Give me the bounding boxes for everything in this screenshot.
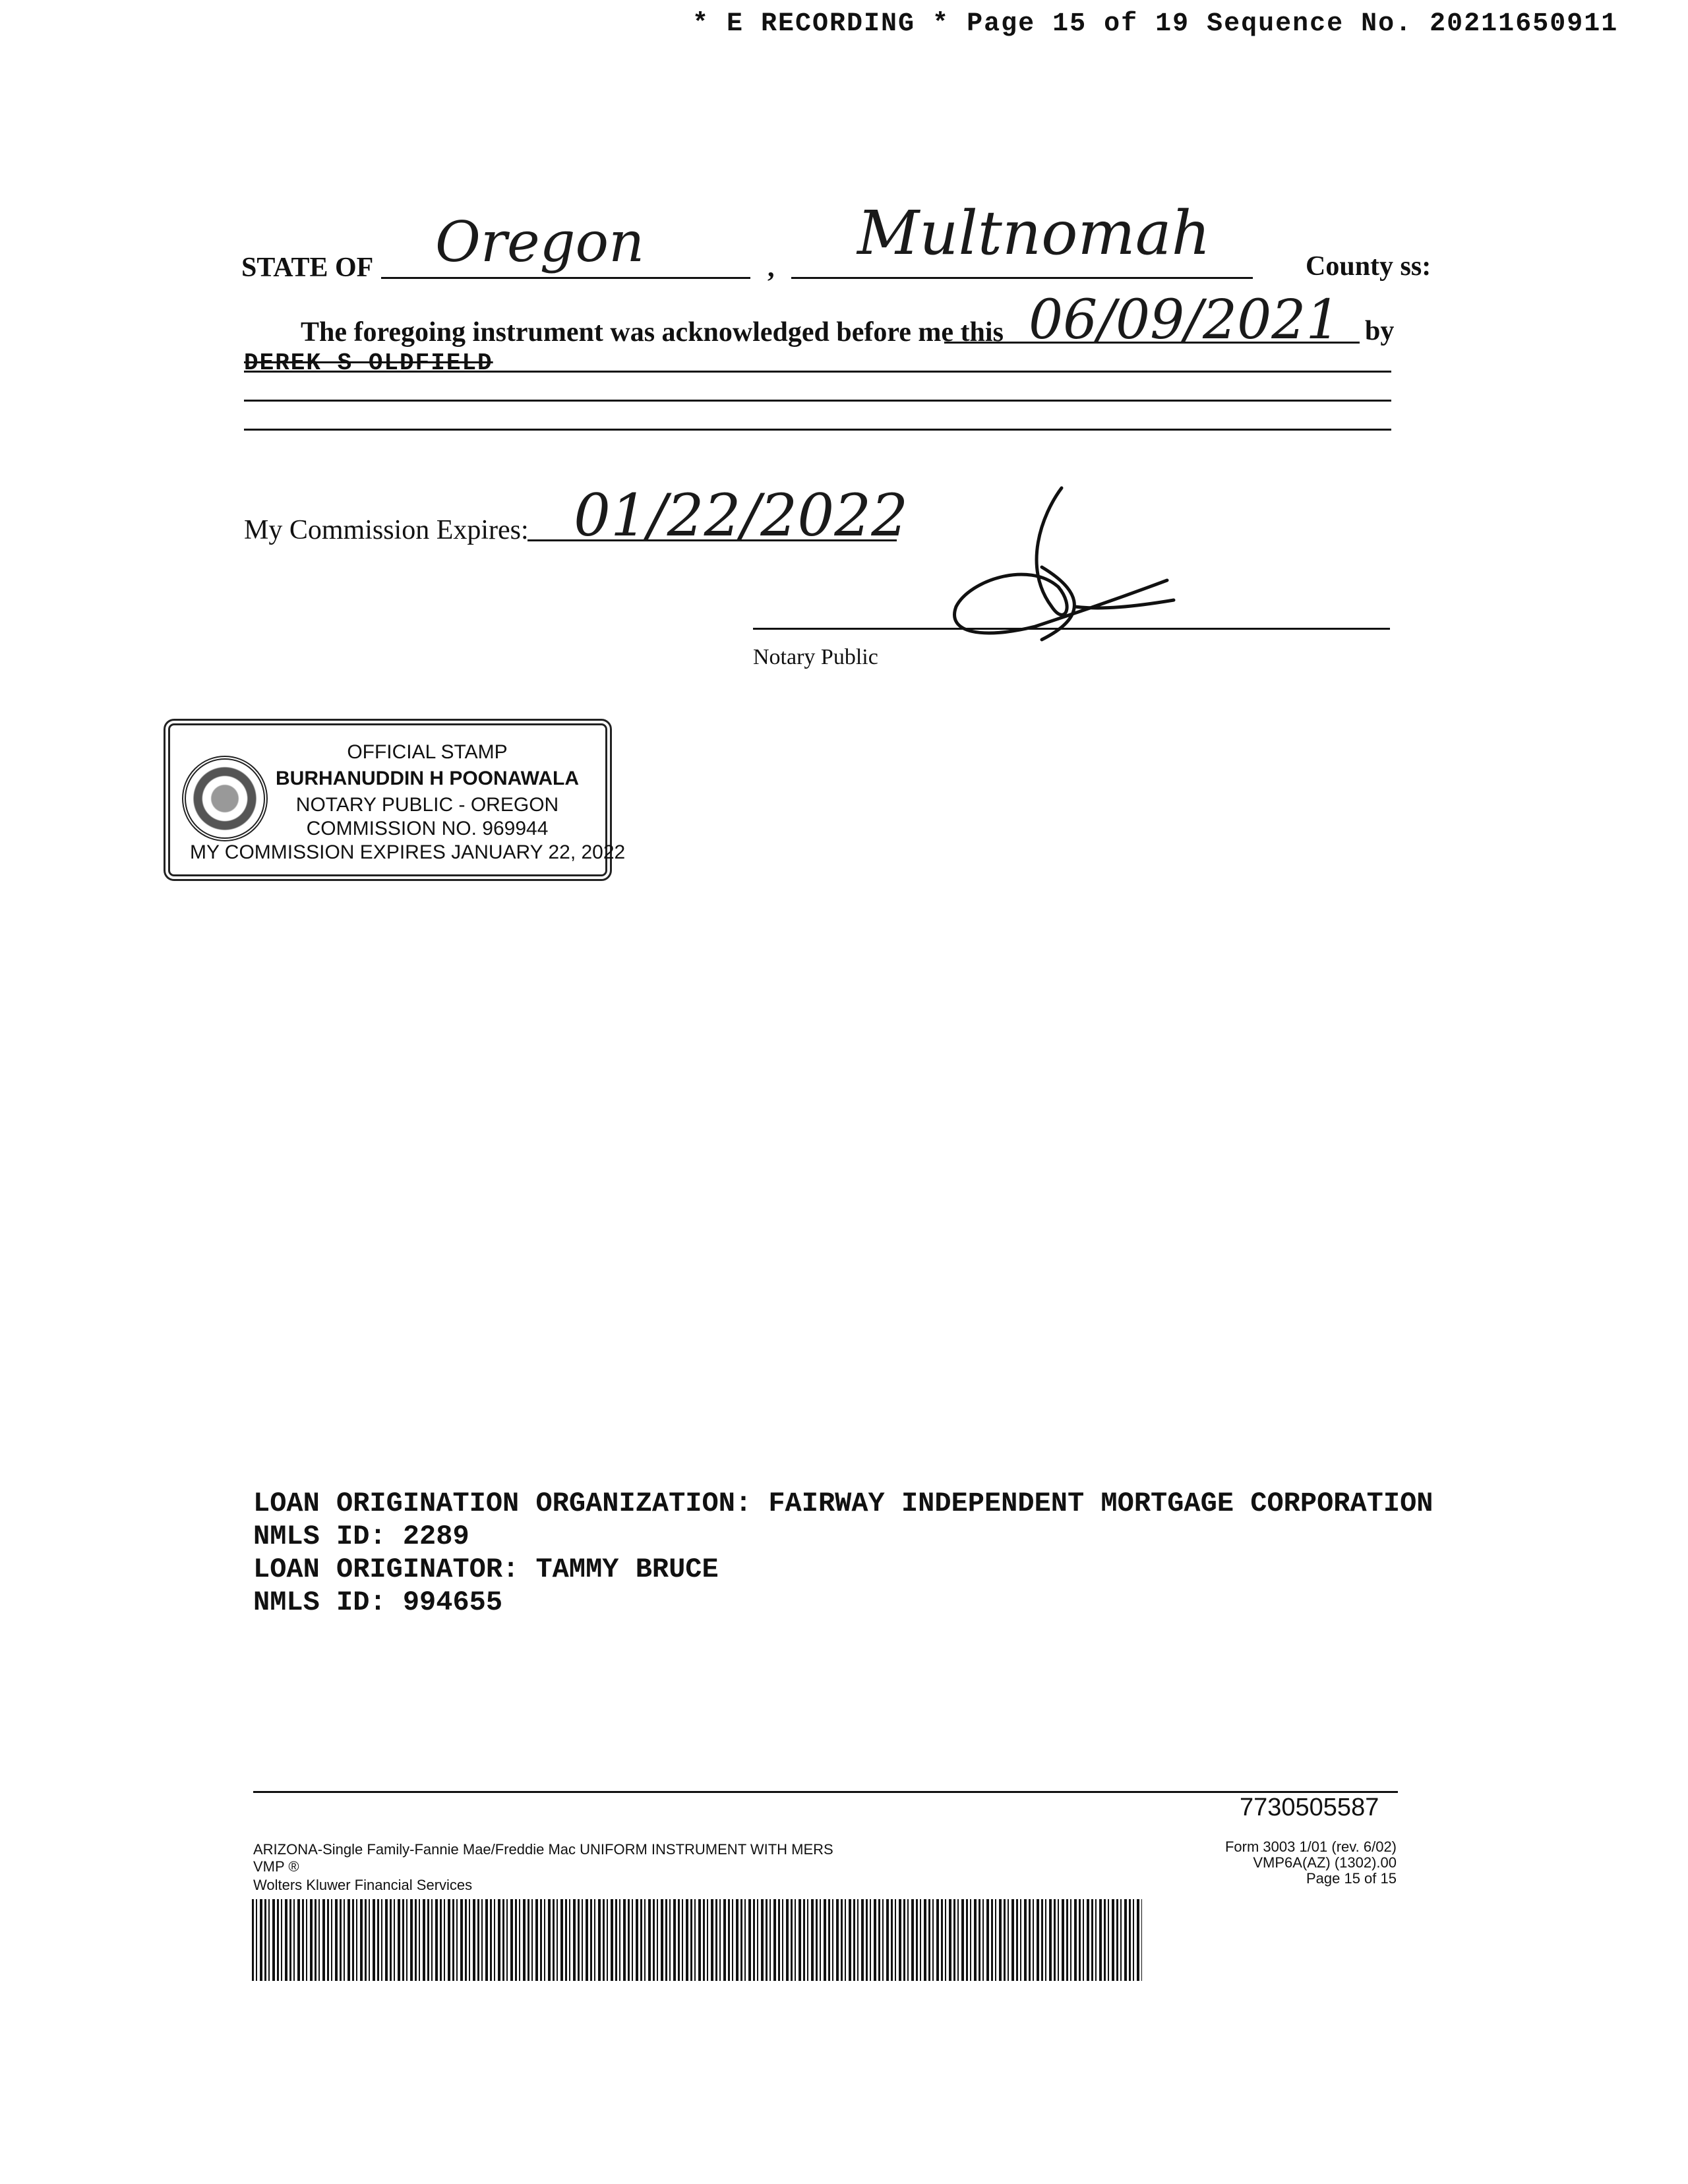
loan-origination-organization: LOAN ORIGINATION ORGANIZATION: FAIRWAY INDEPENDENT MORTGAGE CORPORATION: [253, 1488, 1433, 1519]
commission-expires-label: My Commission Expires:: [244, 515, 529, 545]
stamp-commission-expiry: MY COMMISSION EXPIRES JANUARY 22, 2022: [190, 841, 626, 863]
form-description: ARIZONA-Single Family-Fannie Mae/Freddie Mac UNIFORM INSTRUMENT WITH MERS: [253, 1841, 833, 1858]
name-line-1: [244, 371, 1391, 373]
state-county-separator: ,: [768, 253, 775, 283]
notary-public-label: Notary Public: [753, 645, 878, 669]
footer-rule: [253, 1791, 1398, 1793]
barcode: [252, 1899, 1142, 1981]
official-notary-stamp: [164, 719, 626, 881]
originator-nmls-id: NMLS ID: 994655: [253, 1587, 503, 1618]
name-line-3: [244, 429, 1391, 431]
state-label: STATE OF: [241, 253, 374, 283]
stamp-notary-state: NOTARY PUBLIC - OREGON: [295, 794, 559, 816]
organization-nmls-id: NMLS ID: 2289: [253, 1521, 469, 1552]
county-label: County ss:: [1306, 251, 1432, 282]
form-publisher: Wolters Kluwer Financial Services: [253, 1877, 473, 1893]
state-underline: [381, 277, 750, 279]
loan-number: 7730505587: [1240, 1794, 1379, 1821]
form-vmp: VMP ®: [253, 1858, 299, 1875]
name-line-2: [244, 400, 1391, 402]
stamp-notary-name: BURHANUDDIN H POONAWALA: [276, 768, 579, 789]
stamp-title: OFFICIAL STAMP: [347, 741, 508, 763]
stamp-commission-number: COMMISSION NO. 969944: [306, 818, 549, 839]
loan-originator: LOAN ORIGINATOR: TAMMY BRUCE: [253, 1554, 719, 1585]
signature-line: [753, 628, 1390, 630]
by-label: by: [1365, 316, 1395, 346]
form-code: Form 3003 1/01 (rev. 6/02): [1224, 1838, 1397, 1855]
acknowledgment-date-handwritten: 06/09/2021: [1029, 289, 1341, 351]
state-handwritten: Oregon: [435, 210, 645, 274]
state-seal-icon: [182, 756, 268, 841]
acknowledging-party-name: DEREK S OLDFIELD: [244, 349, 493, 377]
form-vmp-code: VMP6A(AZ) (1302).00: [1253, 1854, 1397, 1871]
acknowledgment-text: The foregoing instrument was acknowledged before me this: [301, 317, 1004, 348]
county-handwritten: Multnomah: [857, 198, 1211, 268]
form-page-number: Page 15 of 15: [1306, 1870, 1397, 1887]
county-underline: [791, 277, 1253, 279]
recording-header: * E RECORDING * Page 15 of 19 Sequence No. 20211650911: [692, 9, 1619, 39]
notary-signature: [943, 475, 1193, 659]
commission-expiry-handwritten: 01/22/2022: [574, 481, 909, 549]
